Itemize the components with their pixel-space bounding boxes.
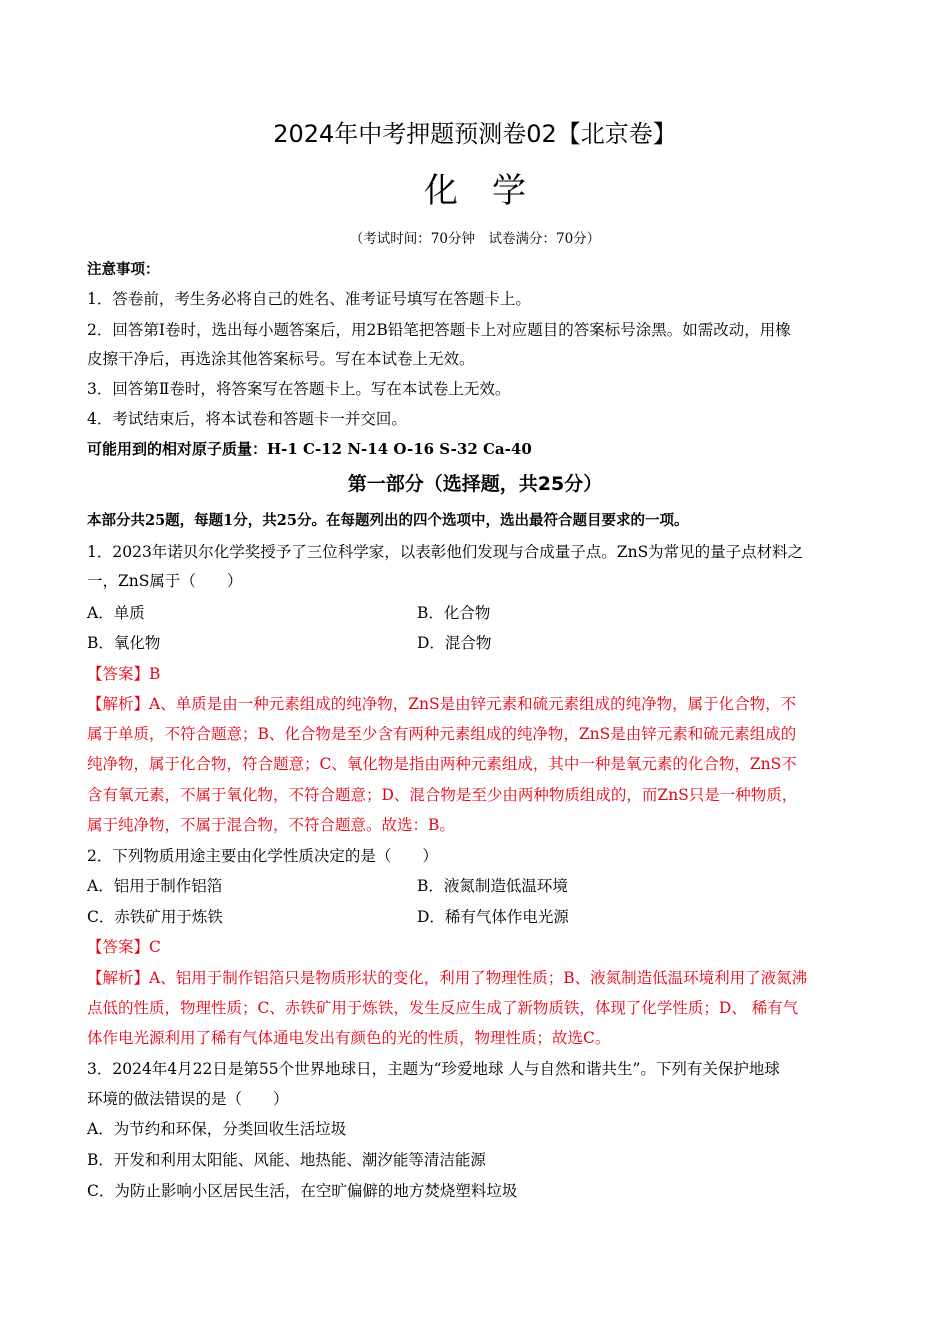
analysis-text: 体作电光源利用了稀有气体通电发出有颜色的光的性质，物理性质；故选C。: [87, 1029, 611, 1047]
option-b: B．液氮制造低温环境: [417, 877, 568, 895]
notice-heading: 注意事项：: [87, 261, 160, 278]
option-c: C．为防止影响小区居民生活，在空旷偏僻的地方焚烧塑料垃圾: [87, 1182, 518, 1200]
answer-label: 【答案】B: [87, 665, 161, 683]
analysis-text: 【解析】A、铝用于制作铝箔只是物质形状的变化，利用了物理性质；B、液氮制造低温环境利用了液氮沸: [87, 969, 808, 987]
option-c: B．氧化物: [87, 634, 161, 652]
option-a: A．铝用于制作铝箔: [87, 877, 223, 895]
question-stem: 1．2023年诺贝尔化学奖授予了三位科学家，以表彰他们发现与合成量子点。ZnS为常见的量子点材料之: [87, 543, 804, 561]
subject-title: 化 学: [424, 171, 526, 211]
section-heading: 第一部分（选择题，共25分）: [347, 473, 603, 495]
question-stem: 环境的做法错误的是（ ）: [87, 1090, 289, 1108]
analysis-text: 点低的性质，物理性质；C、赤铁矿用于炼铁，发生反应生成了新物质铁，体现了化学性质；D、 稀有气: [87, 999, 799, 1017]
question-stem: 2．下列物质用途主要由化学性质决定的是（ ）: [87, 847, 438, 865]
option-b: B．化合物: [417, 604, 491, 622]
notice-item: 2．回答第Ⅰ卷时，选出每小题答案后，用2B铅笔把答题卡上对应题目的答案标号涂黑。如需改动，用橡: [87, 321, 791, 339]
notice-item: 3．回答第Ⅱ卷时，将答案写在答题卡上。写在本试卷上无效。: [87, 380, 511, 398]
analysis-text: 纯净物，属于化合物，符合题意；C、氧化物是指由两种元素组成，其中一种是氧元素的化合物，ZnS不: [87, 755, 797, 773]
section-instructions: 本部分共25题，每题1分，共25分。在每题列出的四个选项中，选出最符合题目要求的一项。: [87, 512, 689, 529]
atomic-masses: 可能用到的相对原子质量：H-1 C-12 N-14 O-16 S-32 Ca-40: [87, 440, 532, 458]
question-stem: 一，ZnS属于（ ）: [87, 572, 243, 590]
exam-title: 2024年中考押题预测卷02【北京卷】: [273, 120, 677, 148]
option-c: C．赤铁矿用于炼铁: [87, 908, 223, 926]
option-a: A．为节约和环保，分类回收生活垃圾: [87, 1120, 347, 1138]
option-b: B．开发和利用太阳能、风能、地热能、潮汐能等清洁能源: [87, 1151, 486, 1169]
notice-item: 1．答卷前，考生务必将自己的姓名、准考证号填写在答题卡上。: [87, 290, 531, 308]
analysis-text: 含有氧元素，不属于氧化物，不符合题意；D、混合物是至少由两种物质组成的，而ZnS只是一种物质，: [87, 786, 798, 804]
analysis-text: 属于单质，不符合题意；B、化合物是至少含有两种元素组成的纯净物，ZnS是由锌元素和硫元素组成的: [87, 725, 797, 743]
option-a: A．单质: [87, 604, 145, 622]
exam-info: （考试时间：70分钟 试卷满分：70分）: [349, 231, 601, 247]
answer-label: 【答案】C: [87, 938, 161, 956]
analysis-text: 【解析】A、单质是由一种元素组成的纯净物，ZnS是由锌元素和硫元素组成的纯净物，属于化合物，不: [87, 695, 797, 713]
notice-item: 皮擦干净后，再选涂其他答案标号。写在本试卷上无效。: [87, 350, 475, 368]
option-d: D．稀有气体作电光源: [417, 908, 569, 926]
question-stem: 3．2024年4月22日是第55个世界地球日，主题为“珍爱地球 人与自然和谐共生”。下列有关保护地球: [87, 1060, 780, 1078]
notice-item: 4．考试结束后，将本试卷和答题卡一并交回。: [87, 410, 407, 428]
analysis-text: 属于纯净物，不属于混合物，不符合题意。故选：B。: [87, 816, 455, 834]
option-d: D．混合物: [417, 634, 492, 652]
